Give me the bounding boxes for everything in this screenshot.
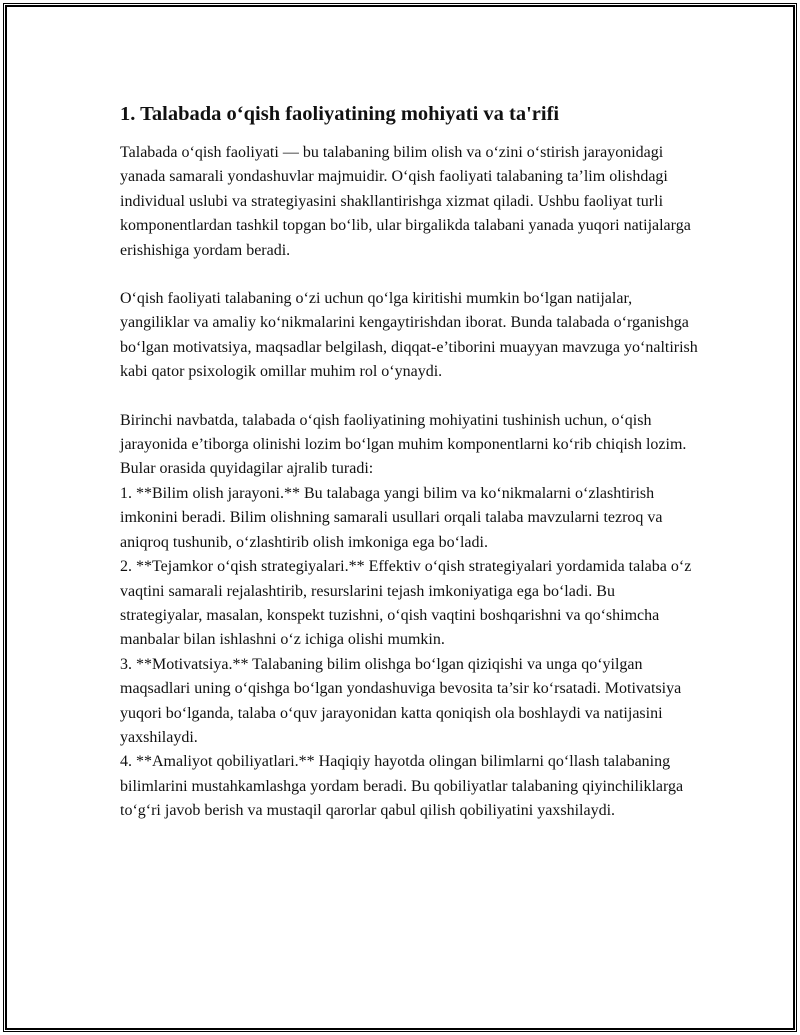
list-item-1: 1. **Bilim olish jarayoni.** Bu talabaga yangi bilim va ko‘nikmalarni o‘zlashtirish imkonini beradi. Bilim olishning samarali usullari orqali talaba mavzularni tezroq va aniqroq tushunib, o‘zlashtirib olish imkoniga ega bo‘ladi.: [120, 484, 663, 551]
paragraph-1: Talabada o‘qish faoliyati — bu talabaning bilim olish va o‘zini o‘stirish jarayonidagi yanada samarali yondashuvlar majmuidir. O‘qish faoliyati talabaning ta’lim olishdagi individual uslubi va strategiyasini shakllantirishga xizmat qiladi. Ushbu faoliyat turli komponentlardan tashkil topgan bo‘lib, ular birgalikda talabani yanada yuqori natijalarga erishishiga yordam beradi.: [120, 144, 691, 259]
paragraph-3: Birinchi navbatda, talabada o‘qish faoliyatining mohiyatini tushinish uchun, o‘qish jarayonida e’tiborga olinishi lozim bo‘lgan muhim komponentlarni ko‘rib chiqish lozim. Bular orasida quyidagilar ajralib turadi:: [120, 411, 687, 478]
list-item-3: 3. **Motivatsiya.** Talabaning bilim olishga bo‘lgan qiziqishi va unga qo‘yilgan maqsadlari uning o‘qishga bo‘lgan yondashuviga bevosita ta’sir ko‘rsatadi. Motivatsiya yuqori bo‘lganda, talaba o‘quv jarayonidan katta qoniqish ola boshlaydi va natijasini yaxshilaydi.: [120, 655, 682, 746]
components-block: [120, 409, 700, 824]
document-body: [120, 99, 700, 824]
list-item-4: 4. **Amaliyot qobiliyatlari.** Haqiqiy hayotda olingan bilimlarni qo‘llash talabaning bilimlarini mustahkamlashga yordam beradi. Bu qobiliyatlar talabaning qiyinchiliklarga to‘g‘ri javob berish va mustaqil qarorlar qabul qilish qobiliyatini yaxshilaydi.: [120, 753, 684, 820]
paragraph-2: O‘qish faoliyati talabaning o‘zi uchun qo‘lga kiritishi mumkin bo‘lgan natijalar, yangiliklar va amaliy ko‘nikmalarini kengaytirishdan iborat. Bunda talabada o‘rganishga bo‘lgan motivatsiya, maqsadlar belgilash, diqqat-e’tiborini muayyan mavzuga yo‘naltirish kabi qator psixologik omillar muhim rol o‘ynaydi.: [120, 290, 698, 381]
list-item-2: 2. **Tejamkor o‘qish strategiyalari.** Effektiv o‘qish strategiyalari yordamida talaba o‘z vaqtini samarali rejalashtirib, resurslarini tejash imkoniyatiga ega bo‘ladi. Bu strategiyalar, masalan, konspekt tuzishni, o‘qish vaqtini boshqarishni va qo‘shimcha manbalar bilan ishlashni o‘z ichiga olishi mumkin.: [120, 558, 692, 649]
section-heading: 1. Talabada o‘qish faoliyatining mohiyati va ta'rifi: [120, 103, 560, 125]
page-frame: [3, 3, 797, 1032]
